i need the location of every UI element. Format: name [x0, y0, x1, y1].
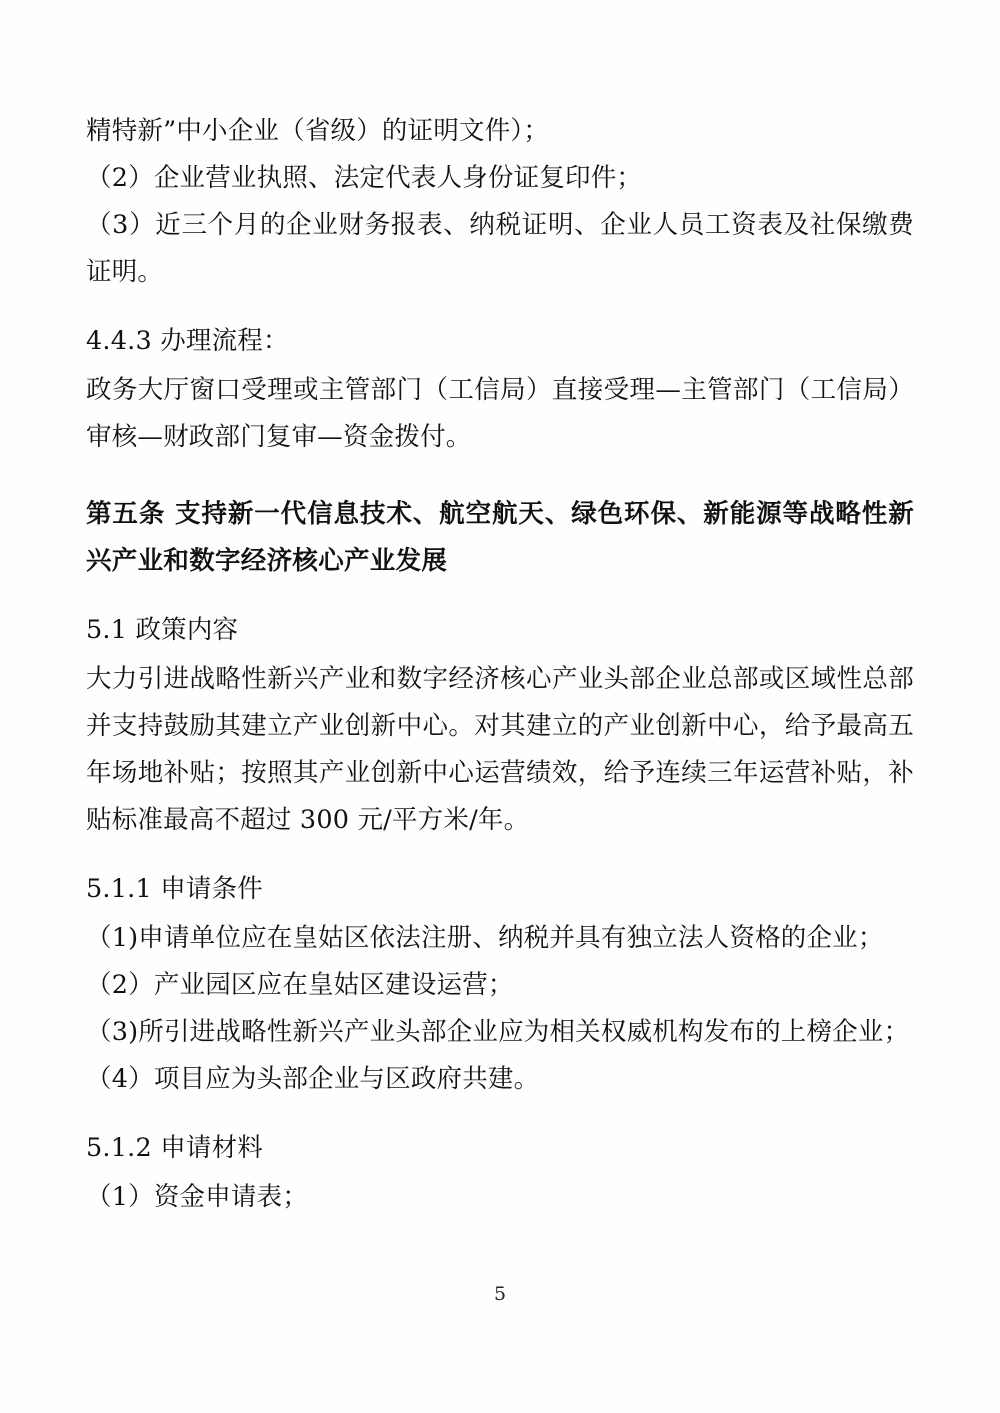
paragraph-condition-2: （2）产业园区应在皇姑区建设运营； [86, 970, 514, 1000]
paragraph-material-1: （1）资金申请表； [86, 1182, 309, 1212]
paragraph-item-3-financial: （3）近三个月的企业财务报表、纳税证明、企业人员工资表及社保缴费证明。 [86, 210, 914, 287]
paragraph-item-2-license: （2）企业营业执照、法定代表人身份证复印件； [86, 163, 643, 193]
subheading-5-1-2-materials: 5.1.2 申请材料 [86, 1133, 263, 1163]
paragraph-condition-4: （4）项目应为头部企业与区政府共建。 [86, 1064, 540, 1094]
paragraph-condition-1: （1)申请单位应在皇姑区依法注册、纳税并具有独立法人资格的企业； [86, 923, 884, 953]
paragraph-process-flow: 政务大厅窗口受理或主管部门（工信局）直接受理—主管部门（工信局）审核—财政部门复审—资金拨付。 [86, 375, 914, 452]
page-content [86, 108, 914, 1221]
subheading-4-4-3-process: 4.4.3 办理流程： [86, 326, 289, 356]
paragraph-condition-3: （3)所引进战略性新兴产业头部企业应为相关权威机构发布的上榜企业； [86, 1017, 910, 1047]
page-number: 5 [493, 1283, 507, 1305]
paragraph-policy-content-body: 大力引进战略性新兴产业和数字经济核心产业头部企业总部或区域性总部并支持鼓励其建立产业创新中心。对其建立的产业创新中心，给予最高五年场地补贴；按照其产业创新中心运营绩效，给予连续三年运营补贴，补贴标准最高不超过 300 元/平方米/年。 [86, 664, 914, 835]
subheading-5-1-1-conditions: 5.1.1 申请条件 [86, 874, 263, 904]
heading-article-5: 第五条 支持新一代信息技术、航空航天、绿色环保、新能源等战略性新兴产业和数字经济核心产业发展 [86, 499, 914, 576]
subheading-5-1-policy-content: 5.1 政策内容 [86, 615, 239, 645]
paragraph-continuation-certificate: 精特新”中小企业（省级）的证明文件）； [86, 116, 550, 146]
